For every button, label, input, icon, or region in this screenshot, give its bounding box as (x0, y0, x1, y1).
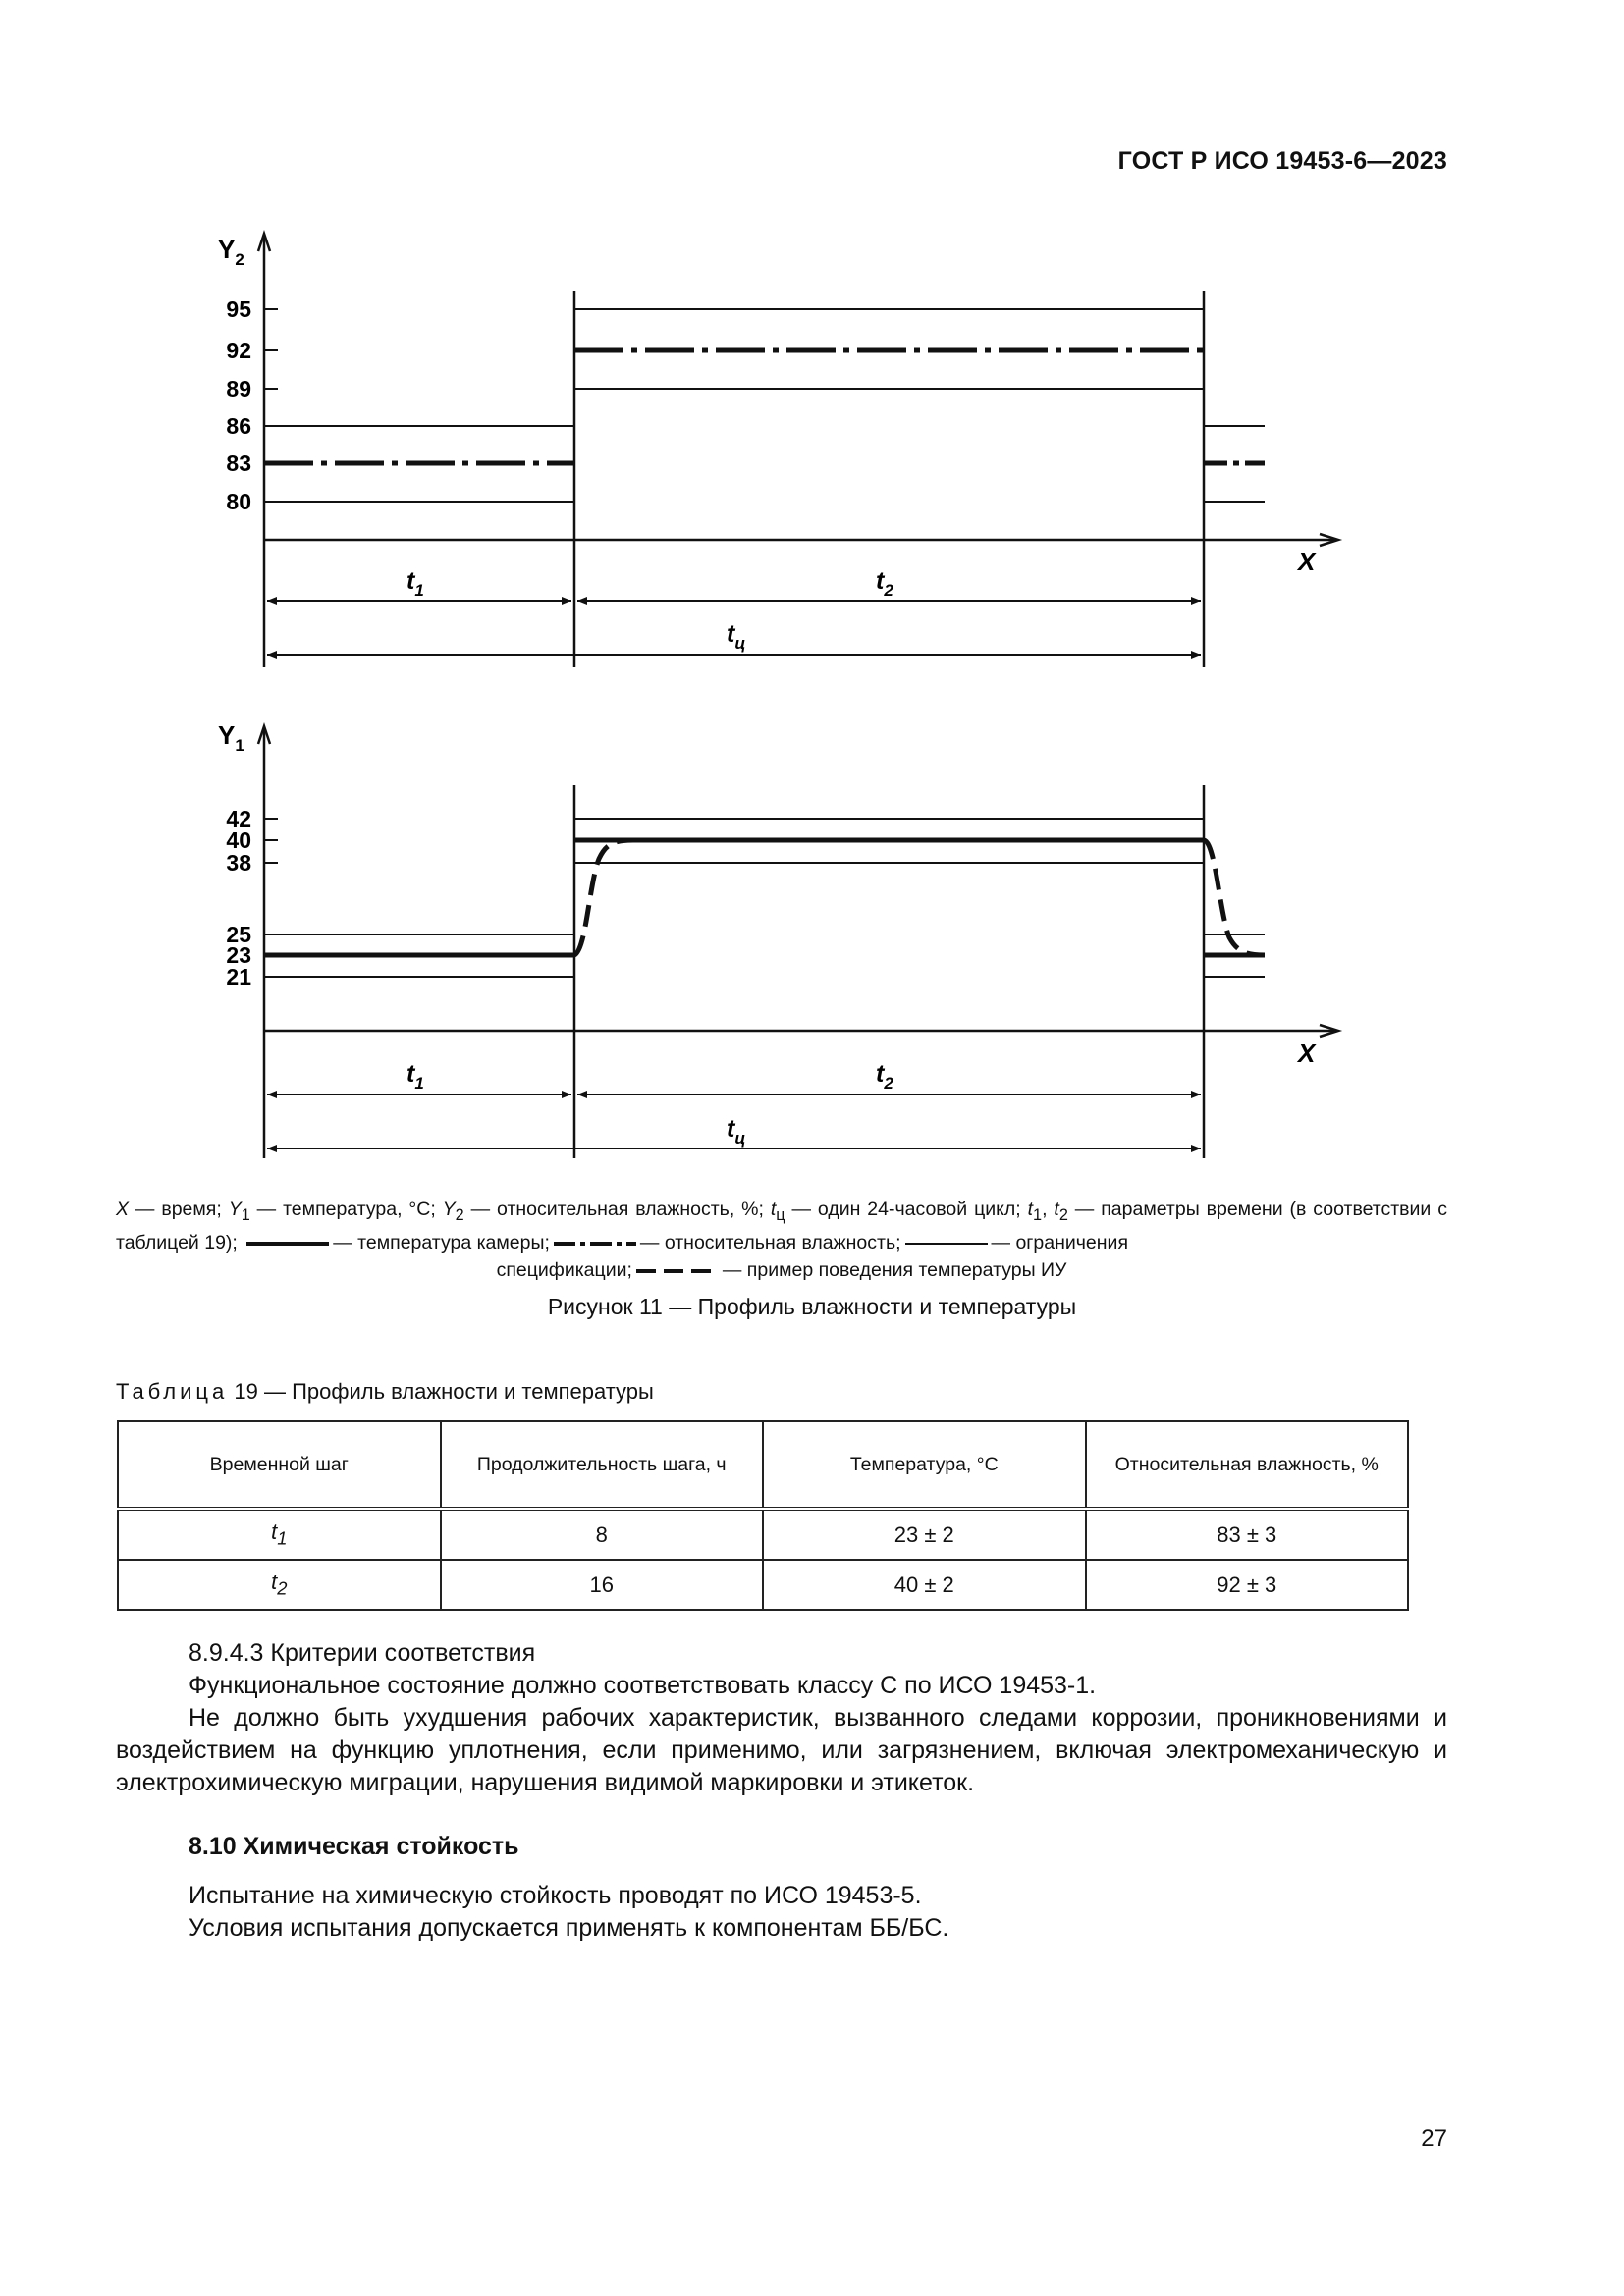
legend-x: X (116, 1199, 130, 1220)
paragraph: Не должно быть ухудшения рабочих характеристик, вызванного следами коррозии, проникновениями и воздействием на функцию уплотнения, если применимо, или загрязнением, включая электромеханическую и электрохимическую миграции, нарушения видимой маркировки и этикеток. (116, 1704, 1447, 1796)
legend-dashed-swatch (636, 1266, 719, 1276)
legend-line-2: спецификации; — пример поведения температуры ИУ (496, 1258, 1067, 1281)
tick-label: 80 (226, 489, 251, 514)
temperature-chart (218, 721, 1338, 1158)
tick-label: 42 (226, 806, 251, 831)
tick-label: 86 (226, 413, 251, 439)
paragraph: Испытание на химическую стойкость проводят по ИСО 19453-5. (189, 1882, 922, 1909)
figure-legend: X — время; $Y_1$ — температура, °С; $Y_2$ — относительная влажность, %; $t_ц$ — один 24-часовой цикл; $t_1$, $t_2$ — параметры времени (в соответствии с таблицей 19); — температура камеры; — относительная влажность; — ограничения спецификации; — пример поведения температуры ИУ (116, 1196, 1447, 1284)
dim-label-t1: $t_1$ (406, 1060, 424, 1093)
table-cell: 23 ± 2 (763, 1509, 1086, 1560)
table-header: Временной шаг (118, 1421, 441, 1509)
section-heading-810: 8.10 Химическая стойкость (189, 1833, 519, 1860)
section-heading-8943: 8.9.4.3 Критерии соответствия (189, 1639, 536, 1667)
tick-label: 95 (226, 296, 251, 322)
tick-label: 40 (226, 828, 251, 853)
dim-label-t2: $t_2$ (876, 1060, 893, 1093)
y1-axis-label: $Y_1$ (218, 721, 244, 755)
table-header-row (118, 1421, 1408, 1509)
dim-label-t2: $t_2$ (876, 567, 893, 600)
paragraph: Условия испытания допускается применять к компонентам ББ/БС. (189, 1914, 949, 1942)
dut-temp-fall (1204, 840, 1265, 955)
dim-label-tc: $t_ц$ (727, 1115, 746, 1148)
table-cell-step: $t_1$ (118, 1509, 441, 1560)
table-cell: 8 (441, 1509, 764, 1560)
table-cell: 83 ± 3 (1086, 1509, 1409, 1560)
x-axis-label: X (1298, 547, 1316, 576)
tick-label: 38 (226, 850, 251, 876)
tick-label: 92 (226, 338, 251, 363)
tick-label: 83 (226, 451, 251, 476)
table-cell: 16 (441, 1560, 764, 1610)
figure-caption: Рисунок 11 — Профиль влажности и температуры (547, 1294, 1077, 1319)
data-table (117, 1420, 1409, 1611)
tick-label: 89 (226, 376, 251, 401)
dim-label-tc: $t_ц$ (727, 620, 746, 653)
table-row (118, 1560, 1408, 1610)
x-axis-label: X (1298, 1039, 1316, 1068)
tick-label: 25 (226, 922, 251, 947)
legend-thin-swatch (905, 1239, 988, 1249)
table-title: Таблица 19 — Профиль влажности и температуры (116, 1379, 654, 1404)
tick-label: 21 (226, 964, 251, 989)
paragraph: Функциональное состояние должно соответствовать классу С по ИСО 19453-1. (189, 1672, 1097, 1699)
document-header: ГОСТ Р ИСО 19453-6—2023 (1117, 147, 1447, 175)
table-cell-step: $t_2$ (118, 1560, 441, 1610)
table-cell: 92 ± 3 (1086, 1560, 1409, 1610)
dut-temp-rise (574, 840, 633, 955)
dim-label-t1: $t_1$ (406, 567, 424, 600)
temperature-series (264, 819, 1265, 977)
table-header: Относительная влажность, % (1086, 1421, 1409, 1509)
table-header: Температура, °С (763, 1421, 1086, 1509)
legend-dashdot-swatch (554, 1239, 636, 1249)
tick-label: 23 (226, 942, 251, 968)
y2-axis-label: $Y_2$ (218, 235, 244, 269)
legend-solid-thick-swatch (246, 1239, 329, 1249)
table-row (118, 1509, 1408, 1560)
table-header: Продолжительность шага, ч (441, 1421, 764, 1509)
humidity-series (264, 309, 1265, 502)
table-cell: 40 ± 2 (763, 1560, 1086, 1610)
humidity-chart (218, 234, 1338, 667)
page-number: 27 (1421, 2125, 1447, 2152)
